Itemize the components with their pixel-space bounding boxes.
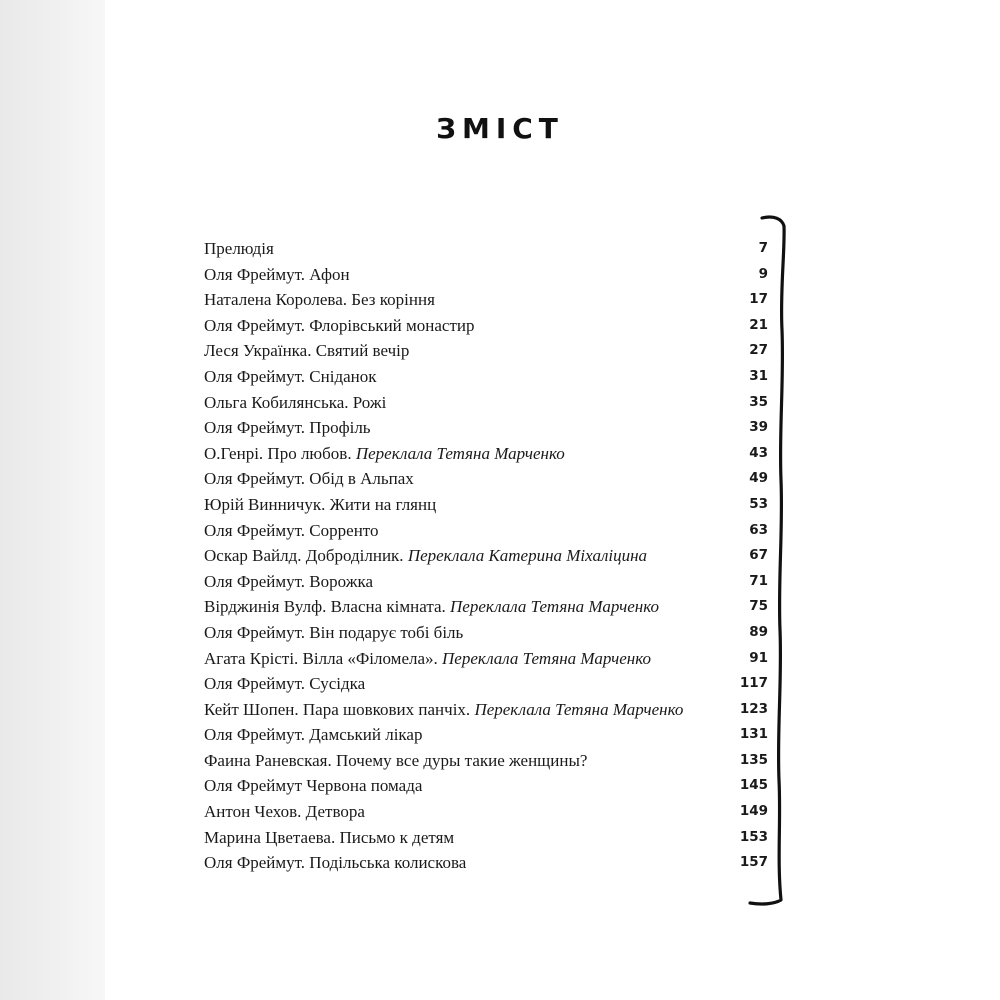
toc-entry-title	[204, 390, 386, 416]
toc-entry-page-number: 123	[739, 700, 768, 717]
toc-entry-page-number: 63	[749, 521, 768, 538]
toc-entry	[204, 569, 768, 595]
toc-entry	[204, 594, 768, 620]
toc-entry-author-title: Оля Фреймут. Сніданок	[204, 366, 377, 386]
toc-entry-title	[204, 543, 647, 569]
page-gutter-shadow	[0, 0, 105, 1000]
table-of-contents	[204, 236, 768, 876]
toc-entry-title	[204, 773, 422, 799]
toc-entry-author-title: Марина Цветаева. Письмо к детям	[204, 827, 455, 847]
toc-entry-page-number: 67	[749, 547, 768, 564]
toc-entry-title	[204, 594, 659, 620]
toc-entry-author-title: Оля Фреймут Червона помада	[204, 776, 423, 796]
toc-entry-title	[204, 620, 463, 646]
toc-entry	[204, 287, 768, 313]
toc-entry-translator: Переклала Тетяна Марченко	[442, 648, 652, 668]
toc-entry	[204, 620, 768, 646]
toc-entry	[204, 338, 768, 364]
hand-drawn-bracket-icon	[744, 210, 804, 920]
toc-entry-page-number: 35	[749, 393, 768, 410]
toc-entry-title	[204, 338, 409, 364]
toc-entry-translator: Переклала Катерина Міхаліцина	[407, 546, 648, 566]
toc-entry-author-title: Оля Фреймут. Флорівський монастир	[204, 315, 475, 335]
toc-entry-author-title: Оля Фреймут. Він подарує тобі біль	[204, 622, 464, 642]
toc-entry-page-number: 7	[758, 240, 768, 256]
toc-entry-translator: Переклала Тетяна Марченко	[450, 597, 660, 617]
toc-entry	[204, 671, 768, 697]
toc-entry-author-title: Оля Фреймут. Афон	[204, 264, 350, 284]
toc-entry-page-number: 31	[749, 367, 768, 384]
toc-entry	[204, 415, 768, 441]
toc-entry-author-title: Агата Крісті. Вілла «Філомела».	[204, 648, 443, 668]
toc-entry-title	[204, 646, 651, 672]
toc-entry-page-number: 157	[739, 854, 768, 871]
toc-entry-author-title: Прелюдія	[204, 239, 274, 258]
toc-entry-page-number: 131	[739, 726, 768, 743]
toc-entry-title	[204, 415, 371, 441]
toc-entry-translator: Переклала Тетяна Марченко	[355, 443, 565, 463]
toc-entry	[204, 850, 768, 876]
toc-entry	[204, 262, 768, 288]
toc-entry-author-title: Оскар Вайлд. Доброділник.	[204, 546, 408, 566]
toc-entry-author-title: Леся Українка. Святий вечір	[204, 341, 410, 361]
toc-entry-title	[204, 697, 683, 723]
toc-entry	[204, 236, 768, 262]
toc-entry-author-title: Оля Фреймут. Ворожка	[204, 571, 374, 591]
toc-entry	[204, 748, 768, 774]
toc-entry	[204, 390, 768, 416]
toc-entry-title	[204, 569, 373, 595]
toc-entry-title	[204, 518, 379, 544]
toc-entry	[204, 518, 768, 544]
toc-entry-page-number: 135	[739, 751, 768, 768]
toc-entry-title	[204, 799, 365, 825]
toc-entry-title	[204, 441, 565, 467]
toc-entry-author-title: Вірджинія Вулф. Власна кімната.	[204, 597, 451, 617]
toc-entry	[204, 799, 768, 825]
toc-entry-page-number: 43	[749, 444, 768, 461]
toc-entry-title	[204, 671, 365, 697]
toc-entry-page-number: 153	[739, 828, 768, 845]
toc-entry-author-title: Оля Фреймут. Сусідка	[204, 674, 366, 694]
toc-entry-title	[204, 825, 454, 851]
toc-entry-title	[204, 748, 587, 774]
toc-entry-author-title: Ольга Кобилянська. Рожі	[204, 392, 387, 412]
toc-entry-author-title: Антон Чехов. Детвора	[204, 802, 365, 822]
toc-entry-page-number: 49	[749, 470, 768, 487]
toc-entry-author-title: Оля Фреймут. Сорренто	[204, 520, 379, 540]
toc-entry-author-title: Наталена Королева. Без коріння	[204, 290, 435, 310]
toc-entry-page-number: 21	[749, 316, 768, 333]
toc-entry	[204, 364, 768, 390]
toc-entry-author-title: О.Генрі. Про любов.	[204, 443, 356, 463]
toc-entry	[204, 646, 768, 672]
toc-entry-title	[204, 722, 422, 748]
toc-entry	[204, 492, 768, 518]
toc-entry-page-number: 53	[749, 495, 768, 512]
toc-entry-page-number: 89	[749, 623, 768, 640]
toc-entry	[204, 825, 768, 851]
toc-entry-title	[204, 492, 436, 518]
page-title: ЗМІСТ	[436, 112, 564, 145]
toc-entry-title	[204, 466, 414, 492]
toc-entry-title	[204, 262, 350, 288]
toc-entry-page-number: 71	[749, 572, 768, 589]
toc-entry-page-number: 17	[749, 291, 768, 308]
toc-entry-page-number: 149	[739, 803, 768, 820]
toc-entry	[204, 466, 768, 492]
toc-entry-author-title: Оля Фреймут. Подільська колискова	[204, 853, 467, 873]
toc-entry-author-title: Оля Фреймут. Дамський лікар	[204, 725, 423, 745]
toc-entry	[204, 773, 768, 799]
toc-entry-page-number: 91	[749, 649, 768, 666]
toc-entry-page-number: 39	[749, 419, 768, 436]
toc-entry-title	[204, 850, 466, 876]
toc-entry-page-number: 27	[749, 342, 768, 359]
toc-entry	[204, 697, 768, 723]
toc-entry-page-number: 9	[758, 265, 768, 282]
toc-entry-author-title: Оля Фреймут. Обід в Альпах	[204, 469, 414, 489]
toc-entry-author-title: Юрій Винничук. Жити на глянц	[204, 494, 437, 514]
toc-entry-title	[204, 287, 435, 313]
toc-entry-page-number: 75	[749, 598, 768, 615]
toc-entry-author-title: Кейт Шопен. Пара шовкових панчіх.	[204, 699, 475, 719]
toc-entry	[204, 543, 768, 569]
toc-entry-translator: Переклала Тетяна Марченко	[474, 699, 684, 719]
toc-entry	[204, 441, 768, 467]
toc-entry-title	[204, 364, 377, 390]
toc-entry-author-title: Фаина Раневская. Почему все дуры такие женщины?	[204, 750, 588, 770]
toc-entry	[204, 722, 768, 748]
toc-entry-page-number: 117	[739, 675, 768, 692]
toc-entry-author-title: Оля Фреймут. Профіль	[204, 418, 371, 438]
toc-entry-page-number: 145	[739, 777, 768, 794]
toc-entry	[204, 313, 768, 339]
toc-entry-title	[204, 236, 274, 262]
toc-entry-title	[204, 313, 475, 339]
